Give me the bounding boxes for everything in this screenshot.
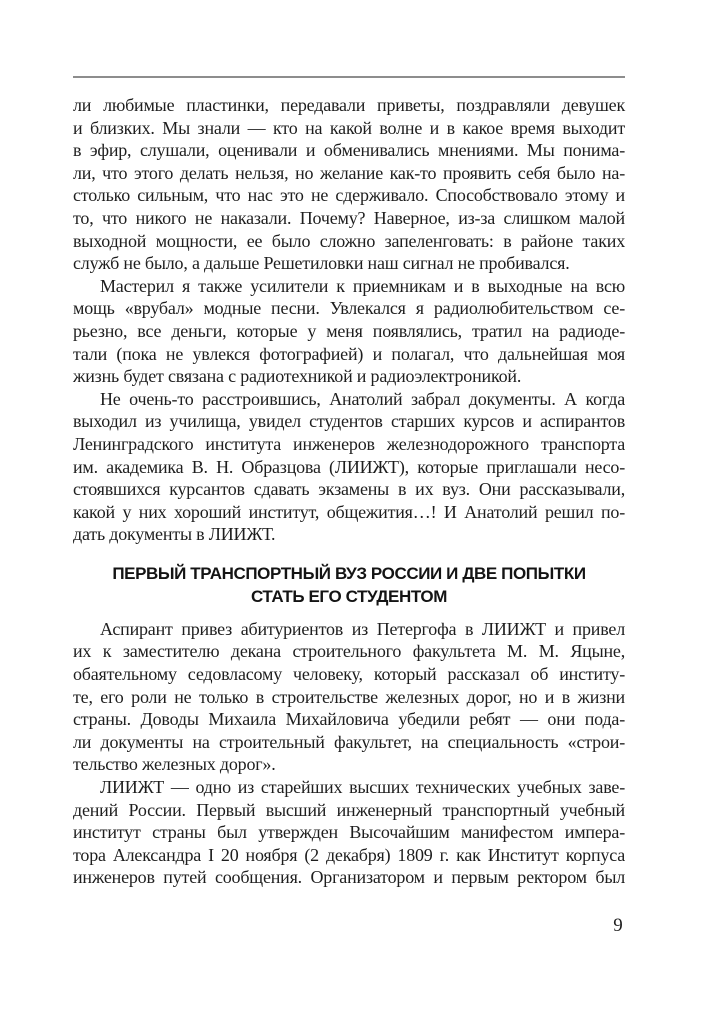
text-line: им. академика В. Н. Образцова (ЛИИЖТ), которые приглашали несо- [73,456,625,477]
text-line: те, его роли не только в строительстве железных дорог, но и в жизни [73,686,625,707]
text-line: тали (пока не увлекся фотографией) и полагал, что дальнейшая моя [73,343,625,364]
text-line: какой у них хороший институт, общежития…! И Анатолий решил по- [73,501,625,522]
text-line: ли, что этого делать нельзя, но желание как-то проявить себя было на- [73,162,625,183]
paragraph [73,275,625,388]
text-line: обаятельному седовласому человеку, который рассказал об институ- [73,664,625,685]
text-line: служб не было, а дальше Решетиловки наш сигнал не пробивался. [73,253,570,274]
text-line: ли документы на строительный факультет, на специальность «строи- [73,731,625,752]
text-line: стоявшихся курсантов сдавать экзамены в их вуз. Они рассказывали, [73,479,625,500]
heading-line: СТАТЬ ЕГО СТУДЕНТОМ [250,586,448,606]
section-heading [73,562,625,608]
text-line: страны. Доводы Михаила Михайловича убедили ребят — они пода- [73,709,625,730]
text-column [73,94,625,889]
text-line: Мастерил я также усилители к приемникам и в выходные на всю [100,275,625,296]
text-line: рьезно, все деньги, которые у меня появлялись, тратил на радиоде- [73,320,625,341]
text-line: Аспирант привез абитуриентов из Петергофа в ЛИИЖТ и привел [100,618,625,639]
text-line: их к заместителю декана строительного факультета М. М. Яцыне, [73,641,625,662]
text-line: Не очень-то расстроившись, Анатолий забрал документы. А когда [100,388,625,409]
paragraph [73,618,625,776]
text-line: мощь «врубал» модные песни. Увлекался я радиолюбительством се- [73,298,625,319]
page-number: 9 [613,915,623,936]
text-line: жизнь будет связана с радиотехникой и радиоэлектроникой. [73,366,522,387]
paragraph [73,94,625,275]
text-line: выходной мощности, ее было сложно запеленговать: в районе таких [73,230,625,251]
text-line: то, что никого не наказали. Почему? Наверное, из-за слишком малой [73,207,625,228]
text-line: институт страны был утвержден Высочайшим манифестом импера- [73,822,625,843]
text-line: Ленинградского института инженеров железнодорожного транспорта [73,433,625,454]
paragraph [73,776,625,889]
paragraph [73,388,625,546]
header-rule [73,76,625,78]
text-line: тельство железных дорог». [73,754,276,775]
text-line: в эфир, слушали, оценивали и обменивались мнениями. Мы понима- [73,140,625,161]
text-line: и близких. Мы знали — кто на какой волне и в какое время выходит [73,117,625,138]
text-line: дать документы в ЛИИЖТ. [73,524,276,545]
text-line: ЛИИЖТ — одно из старейших высших технических учебных заве- [100,777,625,798]
heading-line: ПЕРВЫЙ ТРАНСПОРТНЫЙ ВУЗ РОССИИ И ДВЕ ПОПЫТКИ [112,563,586,583]
text-line: инженеров путей сообщения. Организатором и первым ректором был [73,867,625,888]
text-line: тора Александра I 20 ноября (2 декабря) 1809 г. как Институт корпуса [73,844,625,865]
text-line: столько сильным, что нас это не сдерживало. Способствовало этому и [73,185,625,206]
text-line: ли любимые пластинки, передавали приветы, поздравляли девушек [73,95,625,115]
text-line: дений России. Первый высший инженерный транспортный учебный [73,799,625,820]
text-line: выходил из училища, увидел студентов старших курсов и аспирантов [73,411,625,432]
